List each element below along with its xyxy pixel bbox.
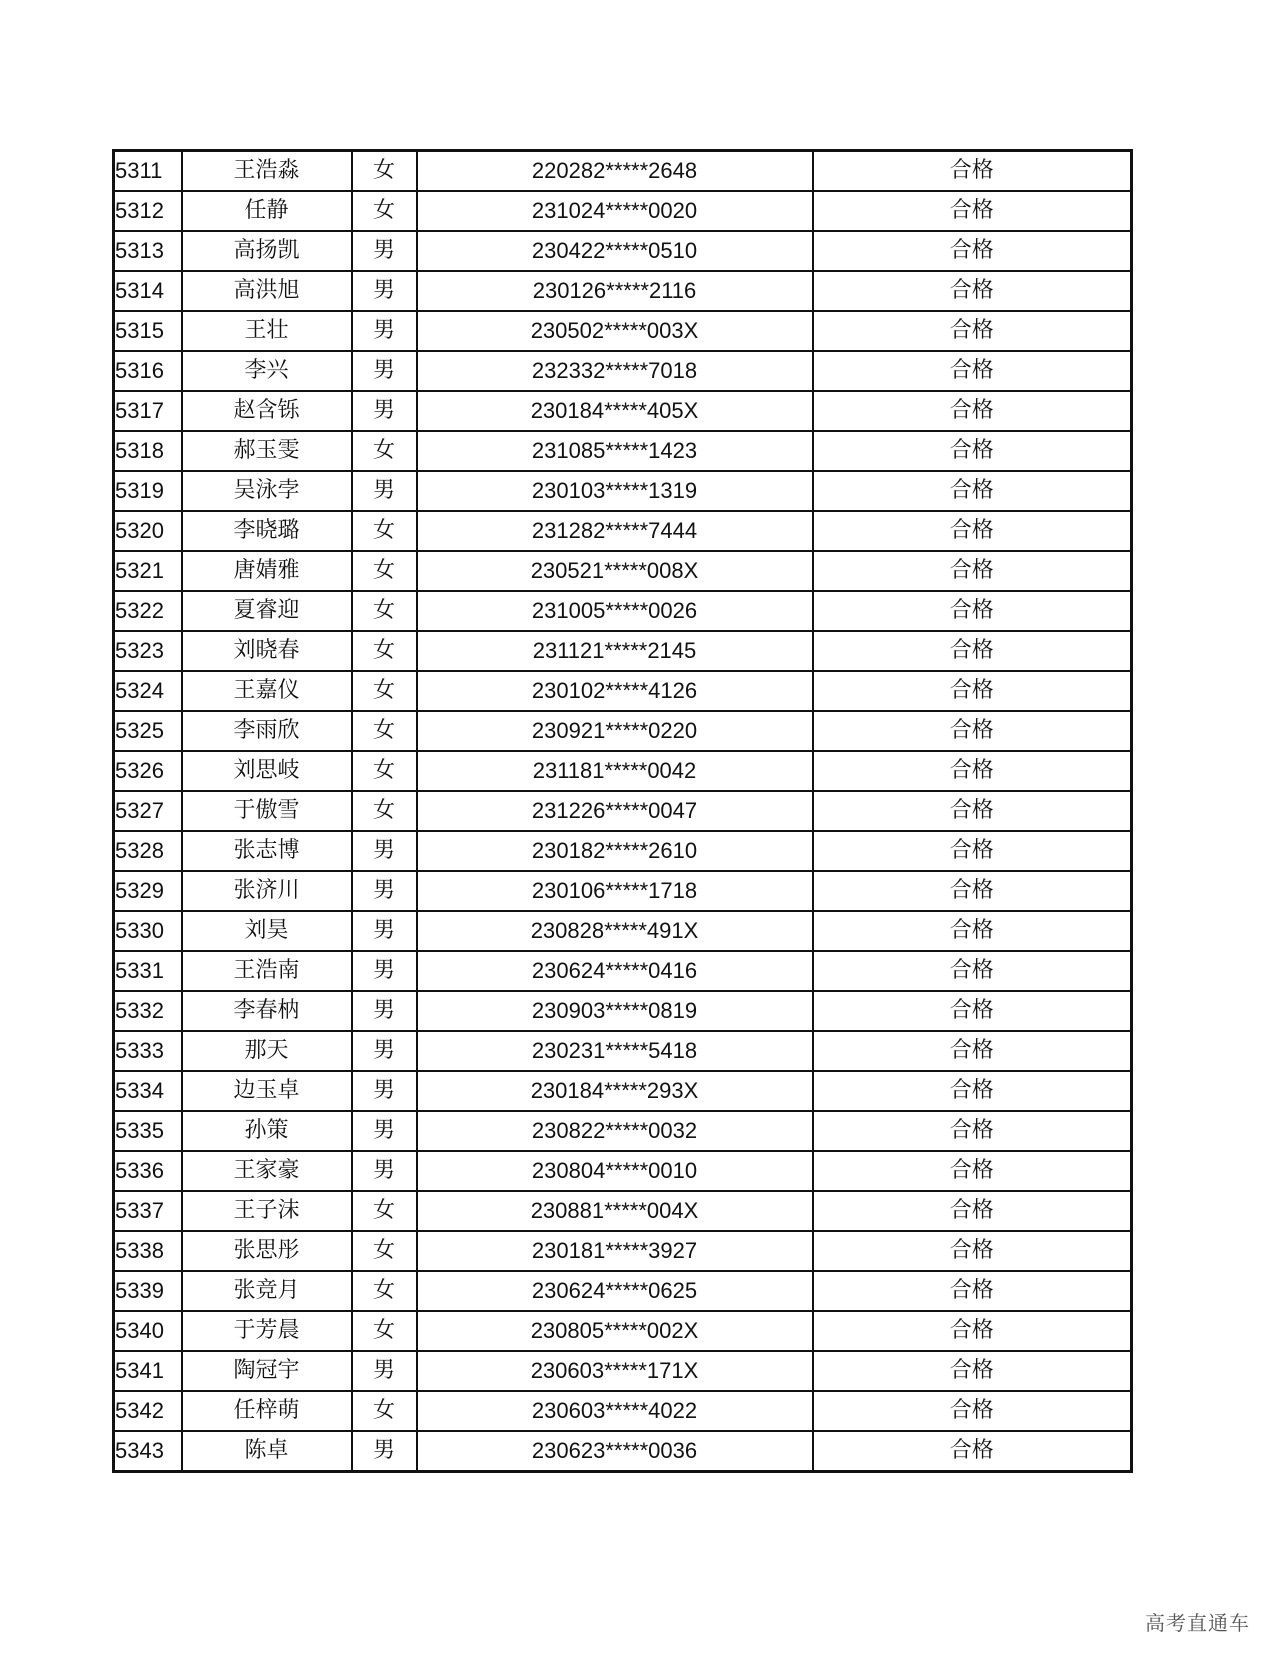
result-status: 合格 (813, 431, 1132, 471)
candidate-gender: 女 (352, 191, 417, 231)
candidate-name: 高扬凯 (182, 231, 352, 271)
result-status: 合格 (813, 471, 1132, 511)
result-status: 合格 (813, 791, 1132, 831)
result-status: 合格 (813, 551, 1132, 591)
row-number: 5317 (114, 391, 182, 431)
table-row (114, 1071, 1132, 1111)
candidate-gender: 男 (352, 911, 417, 951)
row-number: 5312 (114, 191, 182, 231)
result-status: 合格 (813, 1311, 1132, 1351)
candidate-gender: 男 (352, 391, 417, 431)
candidate-id-number: 231121*****2145 (417, 631, 813, 671)
candidate-id-number: 230623*****0036 (417, 1431, 813, 1472)
result-status: 合格 (813, 911, 1132, 951)
result-status: 合格 (813, 1271, 1132, 1311)
result-status: 合格 (813, 1071, 1132, 1111)
candidate-name: 任梓萌 (182, 1391, 352, 1431)
table-row (114, 1231, 1132, 1271)
result-status: 合格 (813, 871, 1132, 911)
result-status: 合格 (813, 1111, 1132, 1151)
table-row (114, 631, 1132, 671)
result-status: 合格 (813, 1231, 1132, 1271)
candidate-id-number: 230231*****5418 (417, 1031, 813, 1071)
candidate-name: 刘晓春 (182, 631, 352, 671)
result-status: 合格 (813, 591, 1132, 631)
row-number: 5338 (114, 1231, 182, 1271)
candidate-name: 王家豪 (182, 1151, 352, 1191)
candidate-gender: 女 (352, 431, 417, 471)
table-row (114, 1391, 1132, 1431)
result-status: 合格 (813, 351, 1132, 391)
candidate-id-number: 230603*****4022 (417, 1391, 813, 1431)
table-row (114, 391, 1132, 431)
candidate-name: 高洪旭 (182, 271, 352, 311)
table-row (114, 591, 1132, 631)
candidate-id-number: 230624*****0416 (417, 951, 813, 991)
table-row (114, 551, 1132, 591)
candidate-gender: 女 (352, 591, 417, 631)
row-number: 5320 (114, 511, 182, 551)
candidate-name: 郝玉雯 (182, 431, 352, 471)
candidate-gender: 男 (352, 951, 417, 991)
candidate-gender: 男 (352, 1111, 417, 1151)
candidate-gender: 男 (352, 991, 417, 1031)
candidate-id-number: 232332*****7018 (417, 351, 813, 391)
table-row (114, 871, 1132, 911)
candidate-id-number: 230422*****0510 (417, 231, 813, 271)
candidate-gender: 女 (352, 791, 417, 831)
table-row (114, 151, 1132, 192)
row-number: 5336 (114, 1151, 182, 1191)
result-status: 合格 (813, 191, 1132, 231)
result-status: 合格 (813, 991, 1132, 1031)
result-status: 合格 (813, 951, 1132, 991)
candidate-name: 陶冠宇 (182, 1351, 352, 1391)
result-status: 合格 (813, 151, 1132, 192)
candidate-gender: 女 (352, 1231, 417, 1271)
candidate-name: 李春枘 (182, 991, 352, 1031)
candidate-name: 那天 (182, 1031, 352, 1071)
row-number: 5330 (114, 911, 182, 951)
candidate-id-number: 230903*****0819 (417, 991, 813, 1031)
row-number: 5316 (114, 351, 182, 391)
table-body (114, 151, 1132, 1472)
candidate-id-number: 230624*****0625 (417, 1271, 813, 1311)
candidate-name: 孙策 (182, 1111, 352, 1151)
candidate-gender: 女 (352, 551, 417, 591)
table-row (114, 311, 1132, 351)
result-status: 合格 (813, 1151, 1132, 1191)
table-row (114, 1111, 1132, 1151)
candidate-gender: 男 (352, 1151, 417, 1191)
candidate-id-number: 230921*****0220 (417, 711, 813, 751)
candidate-name: 张竞月 (182, 1271, 352, 1311)
result-status: 合格 (813, 1351, 1132, 1391)
row-number: 5318 (114, 431, 182, 471)
candidate-gender: 男 (352, 471, 417, 511)
table-row (114, 1031, 1132, 1071)
row-number: 5315 (114, 311, 182, 351)
row-number: 5332 (114, 991, 182, 1031)
candidate-id-number: 230102*****4126 (417, 671, 813, 711)
row-number: 5343 (114, 1431, 182, 1472)
candidate-gender: 女 (352, 671, 417, 711)
row-number: 5311 (114, 151, 182, 192)
candidate-gender: 女 (352, 751, 417, 791)
result-status: 合格 (813, 711, 1132, 751)
candidate-gender: 女 (352, 1391, 417, 1431)
candidate-gender: 男 (352, 1071, 417, 1111)
table-row (114, 791, 1132, 831)
candidate-name: 陈卓 (182, 1431, 352, 1472)
table-row (114, 831, 1132, 871)
candidate-gender: 男 (352, 1431, 417, 1472)
row-number: 5341 (114, 1351, 182, 1391)
table-row (114, 431, 1132, 471)
candidate-id-number: 231085*****1423 (417, 431, 813, 471)
candidate-id-number: 231181*****0042 (417, 751, 813, 791)
candidate-id-number: 230603*****171X (417, 1351, 813, 1391)
table-row (114, 711, 1132, 751)
row-number: 5328 (114, 831, 182, 871)
candidate-gender: 女 (352, 1311, 417, 1351)
candidate-gender: 女 (352, 631, 417, 671)
table-row (114, 951, 1132, 991)
result-status: 合格 (813, 231, 1132, 271)
table-row (114, 911, 1132, 951)
row-number: 5326 (114, 751, 182, 791)
candidate-gender: 男 (352, 311, 417, 351)
row-number: 5329 (114, 871, 182, 911)
table-row (114, 271, 1132, 311)
candidate-name: 王浩南 (182, 951, 352, 991)
row-number: 5325 (114, 711, 182, 751)
candidate-name: 张济川 (182, 871, 352, 911)
candidate-name: 李晓璐 (182, 511, 352, 551)
table-row (114, 191, 1132, 231)
row-number: 5333 (114, 1031, 182, 1071)
row-number: 5321 (114, 551, 182, 591)
result-status: 合格 (813, 631, 1132, 671)
candidate-name: 边玉卓 (182, 1071, 352, 1111)
candidate-gender: 男 (352, 231, 417, 271)
candidate-id-number: 231226*****0047 (417, 791, 813, 831)
candidate-name: 吴泳孛 (182, 471, 352, 511)
candidate-id-number: 230182*****2610 (417, 831, 813, 871)
result-status: 合格 (813, 391, 1132, 431)
table-row (114, 1351, 1132, 1391)
result-status: 合格 (813, 751, 1132, 791)
candidate-gender: 女 (352, 511, 417, 551)
candidate-gender: 男 (352, 1031, 417, 1071)
candidate-name: 张思彤 (182, 1231, 352, 1271)
candidate-id-number: 231005*****0026 (417, 591, 813, 631)
table-row (114, 1191, 1132, 1231)
candidate-gender: 女 (352, 151, 417, 192)
table-row (114, 1151, 1132, 1191)
candidate-name: 王子沫 (182, 1191, 352, 1231)
result-status: 合格 (813, 671, 1132, 711)
candidate-gender: 男 (352, 271, 417, 311)
candidate-gender: 男 (352, 1351, 417, 1391)
candidate-name: 唐婧雅 (182, 551, 352, 591)
table-row (114, 351, 1132, 391)
result-status: 合格 (813, 311, 1132, 351)
table-row (114, 471, 1132, 511)
candidate-gender: 女 (352, 1191, 417, 1231)
candidate-id-number: 230881*****004X (417, 1191, 813, 1231)
candidate-id-number: 230822*****0032 (417, 1111, 813, 1151)
result-status: 合格 (813, 511, 1132, 551)
candidate-name: 王浩淼 (182, 151, 352, 192)
candidate-name: 王壮 (182, 311, 352, 351)
candidate-id-number: 230126*****2116 (417, 271, 813, 311)
candidate-gender: 男 (352, 831, 417, 871)
candidate-id-number: 230828*****491X (417, 911, 813, 951)
candidate-id-number: 231282*****7444 (417, 511, 813, 551)
result-status: 合格 (813, 1191, 1132, 1231)
table-row (114, 751, 1132, 791)
candidate-name: 刘思岐 (182, 751, 352, 791)
row-number: 5324 (114, 671, 182, 711)
candidate-gender: 女 (352, 1271, 417, 1311)
candidate-id-number: 230805*****002X (417, 1311, 813, 1351)
row-number: 5339 (114, 1271, 182, 1311)
row-number: 5327 (114, 791, 182, 831)
result-status: 合格 (813, 1031, 1132, 1071)
row-number: 5314 (114, 271, 182, 311)
table-row (114, 1271, 1132, 1311)
row-number: 5337 (114, 1191, 182, 1231)
candidate-id-number: 230103*****1319 (417, 471, 813, 511)
row-number: 5342 (114, 1391, 182, 1431)
candidate-gender: 男 (352, 871, 417, 911)
result-status: 合格 (813, 271, 1132, 311)
candidate-name: 王嘉仪 (182, 671, 352, 711)
candidate-name: 夏睿迎 (182, 591, 352, 631)
row-number: 5313 (114, 231, 182, 271)
table-row (114, 671, 1132, 711)
results-table (112, 149, 1133, 1473)
row-number: 5331 (114, 951, 182, 991)
row-number: 5335 (114, 1111, 182, 1151)
candidate-id-number: 230804*****0010 (417, 1151, 813, 1191)
candidate-id-number: 230521*****008X (417, 551, 813, 591)
candidate-name: 任静 (182, 191, 352, 231)
candidate-id-number: 230184*****405X (417, 391, 813, 431)
candidate-gender: 女 (352, 711, 417, 751)
candidate-name: 李兴 (182, 351, 352, 391)
table-row (114, 991, 1132, 1031)
candidate-name: 于傲雪 (182, 791, 352, 831)
candidate-id-number: 230181*****3927 (417, 1231, 813, 1271)
candidate-name: 赵含铄 (182, 391, 352, 431)
result-status: 合格 (813, 1431, 1132, 1472)
table-row (114, 1311, 1132, 1351)
row-number: 5322 (114, 591, 182, 631)
row-number: 5334 (114, 1071, 182, 1111)
row-number: 5319 (114, 471, 182, 511)
candidate-id-number: 230106*****1718 (417, 871, 813, 911)
candidate-id-number: 230502*****003X (417, 311, 813, 351)
row-number: 5340 (114, 1311, 182, 1351)
candidate-id-number: 230184*****293X (417, 1071, 813, 1111)
result-status: 合格 (813, 1391, 1132, 1431)
table-row (114, 231, 1132, 271)
candidate-id-number: 231024*****0020 (417, 191, 813, 231)
candidate-name: 张志博 (182, 831, 352, 871)
watermark-text: 高考直通车 (1145, 1611, 1250, 1635)
candidate-id-number: 220282*****2648 (417, 151, 813, 192)
candidate-name: 李雨欣 (182, 711, 352, 751)
candidate-gender: 男 (352, 351, 417, 391)
row-number: 5323 (114, 631, 182, 671)
table-row (114, 1431, 1132, 1472)
table-row (114, 511, 1132, 551)
result-status: 合格 (813, 831, 1132, 871)
candidate-name: 于芳晨 (182, 1311, 352, 1351)
candidate-name: 刘昊 (182, 911, 352, 951)
